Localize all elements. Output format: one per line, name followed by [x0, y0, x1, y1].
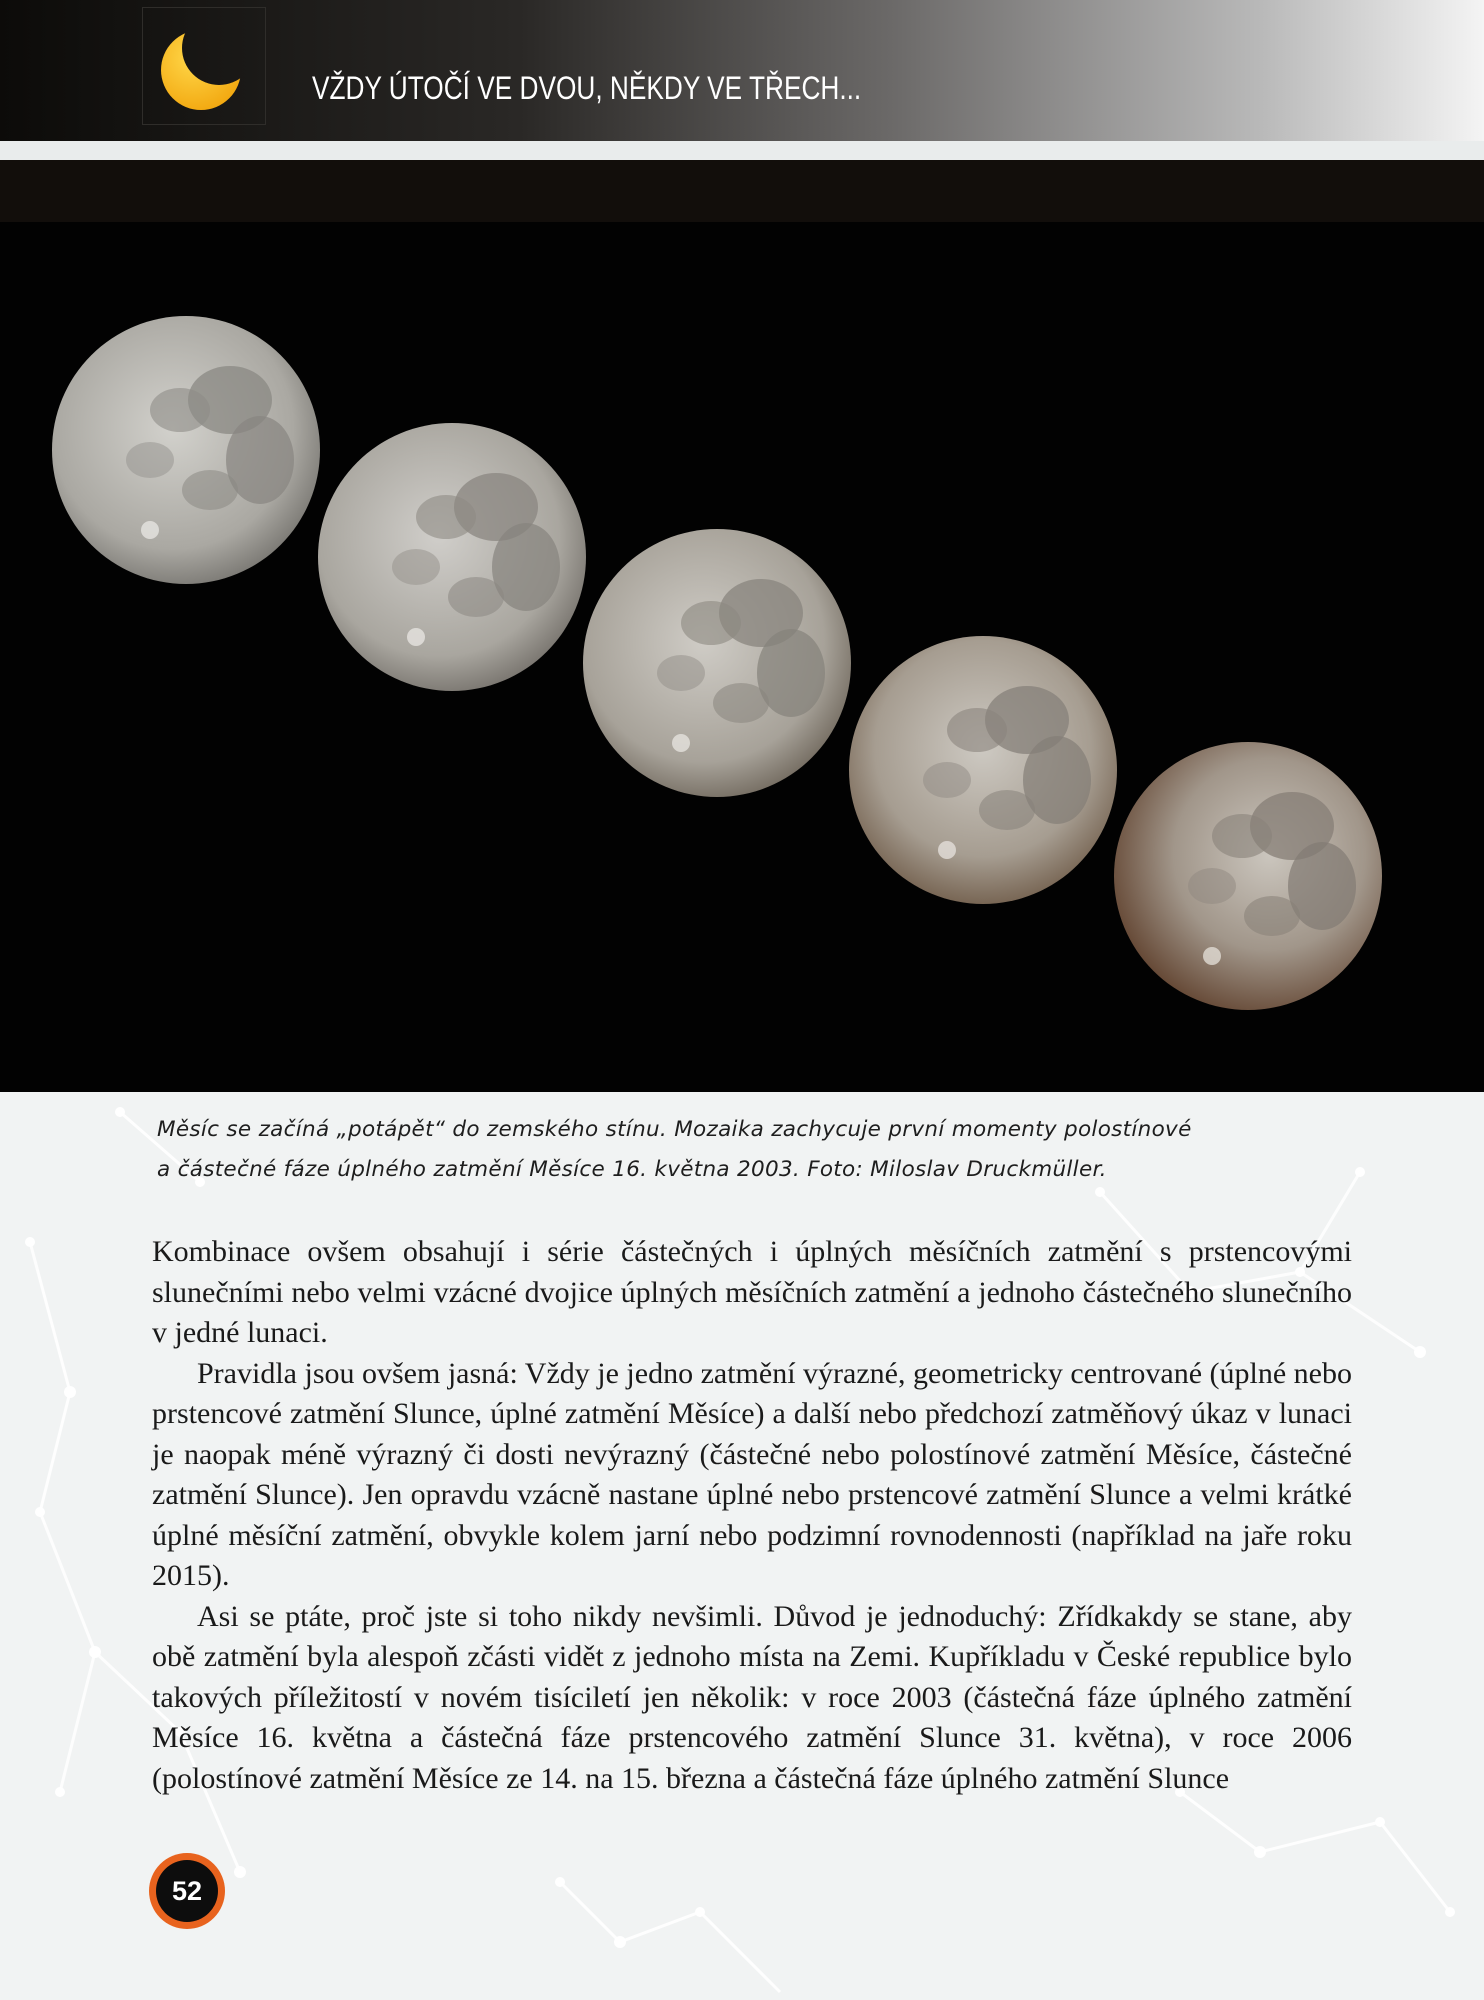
paragraph-3: Asi se ptáte, proč jste si toho nikdy nevšimli. Důvod je jednoduchý: Zřídkakdy se stane, aby obě zatmění byla alespoň zčásti vidět z jednoho místa na Zemi. Kupříkladu v České republice bylo takových příležitostí v novém tisíciletí jen několik: v roce 2003 (částečná fáze úplného zatmění Měsíce 16. května a částečná fáze prstencového zatmění Slunce 31. května), v roce 2006 (polostínové zatmění Měsíce ze 14. na 15. března a částečná fáze úplného zatmění Slunce [152, 1599, 1352, 1795]
moon-phase-3 [583, 529, 851, 797]
caption-line-2: a částečné fáze úplného zatmění Měsíce 16. května 2003. Foto: Miloslav Druckmüller. [157, 1157, 1107, 1182]
body-text [152, 1232, 1352, 1799]
chapter-logo [142, 7, 266, 125]
moon-phase-1 [52, 316, 320, 584]
moon-phase-4 [849, 636, 1117, 904]
moon-phase-5 [1114, 742, 1382, 1010]
header-divider [0, 141, 1484, 161]
page-number: 52 [156, 1860, 218, 1922]
chapter-title: VŽDY ÚTOČÍ VE DVOU, NĚKDY VE TŘECH... [312, 70, 862, 106]
moon-phase-2 [318, 423, 586, 691]
crescent-moon-icon [155, 20, 255, 114]
caption-line-1: Měsíc se začíná „potápět“ do zemského stínu. Mozaika zachycuje první momenty polostínové [157, 1117, 1192, 1142]
photo-caption [157, 1110, 1357, 1190]
paragraph-1: Kombinace ovšem obsahují i série částečných i úplných měsíčních zatmění s prstencovými slunečními nebo velmi vzácné dvojice úplných měsíčních zatmění a jednoho částečného slunečního v jedné lunaci. [152, 1235, 1352, 1349]
page-number-badge [149, 1853, 225, 1929]
moon-eclipse-photo [0, 160, 1484, 1092]
moon-mosaic [0, 160, 1484, 1092]
paragraph-2: Pravidla jsou ovšem jasná: Vždy je jedno zatmění výrazné, geometricky centrované (úplné nebo prstencové zatmění Slunce, úplné zatmění Měsíce) a další nebo předchozí zatměňový úkaz v lunaci je naopak méně výrazný či dosti nevýrazný (částečné nebo polostínové zatmění Měsíce, částečné zatmění Slunce). Jen opravdu vzácně nastane úplné nebo prstencové zatmění Slunce a velmi krátké úplné měsíční zatmění, obvykle kolem jarní nebo podzimní rovnodennosti (například na jaře roku 2015). [152, 1356, 1352, 1592]
